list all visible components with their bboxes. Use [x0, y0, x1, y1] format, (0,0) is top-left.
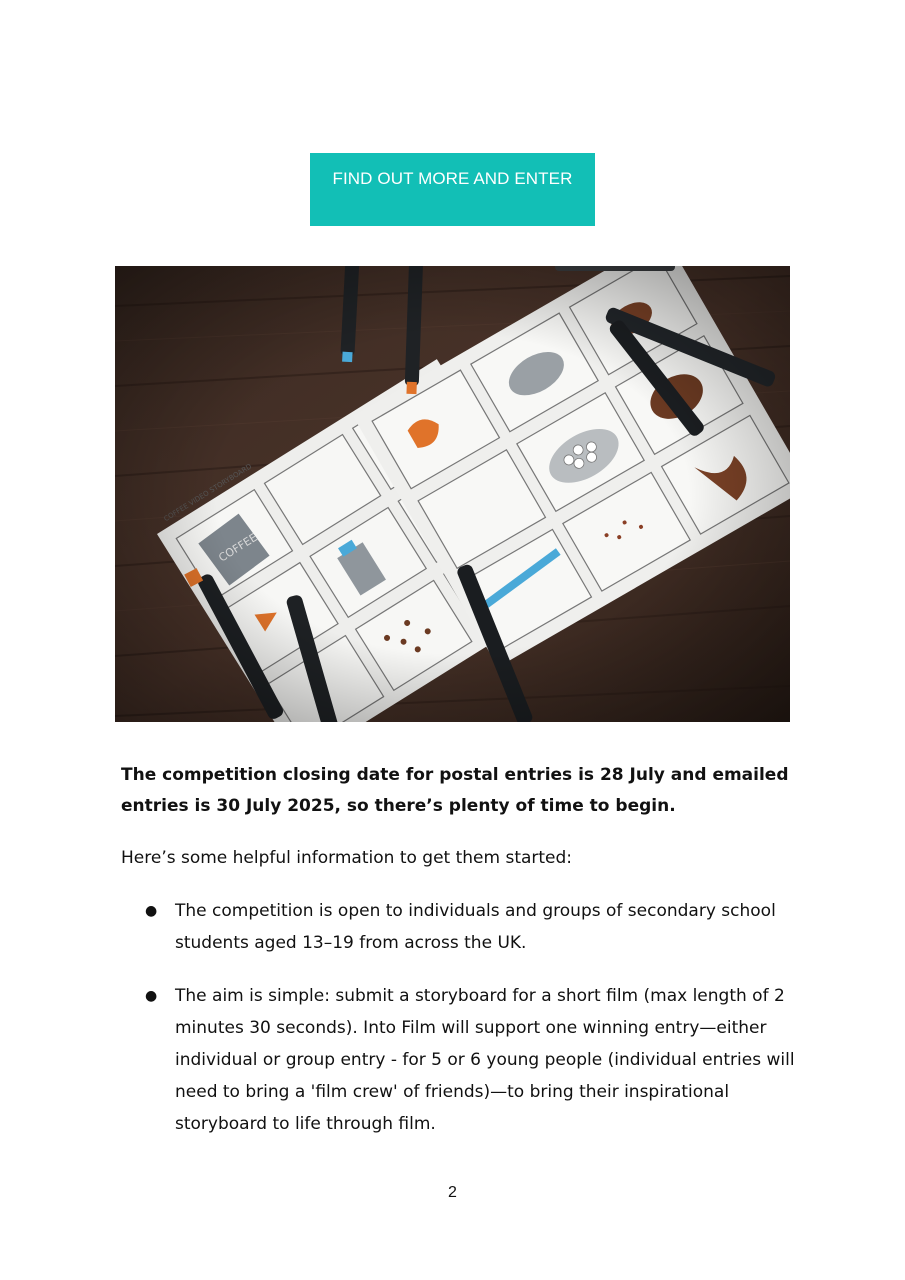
bullet-icon: ●: [145, 988, 158, 1004]
list-item: [121, 980, 801, 1140]
find-out-more-label: FIND OUT MORE AND ENTER: [332, 168, 573, 188]
storyboard-photo: [115, 266, 790, 722]
closing-date-notice: The competition closing date for postal entries is 28 July and emailed entries is 30 July 2025, so there’s plenty of time to begin.: [121, 765, 789, 816]
list-item: [121, 895, 801, 959]
info-list: [121, 895, 801, 1161]
find-out-more-button[interactable]: [310, 153, 595, 226]
bullet-icon: ●: [145, 903, 158, 919]
intro-text: Here’s some helpful information to get them started:: [121, 848, 573, 868]
page-number: 2: [448, 1184, 457, 1201]
list-item-text: The aim is simple: submit a storyboard for a short film (max length of 2 minutes 30 seconds). Into Film will support one winning entry—either individual or group entry - for 5 or 6 young people (individual entries will need to bring a 'film crew' of friends)—to bring their inspirational storyboard to life through film.: [175, 986, 795, 1134]
list-item-text: The competition is open to individuals and groups of secondary school students aged 13–19 from across the UK.: [175, 901, 776, 953]
